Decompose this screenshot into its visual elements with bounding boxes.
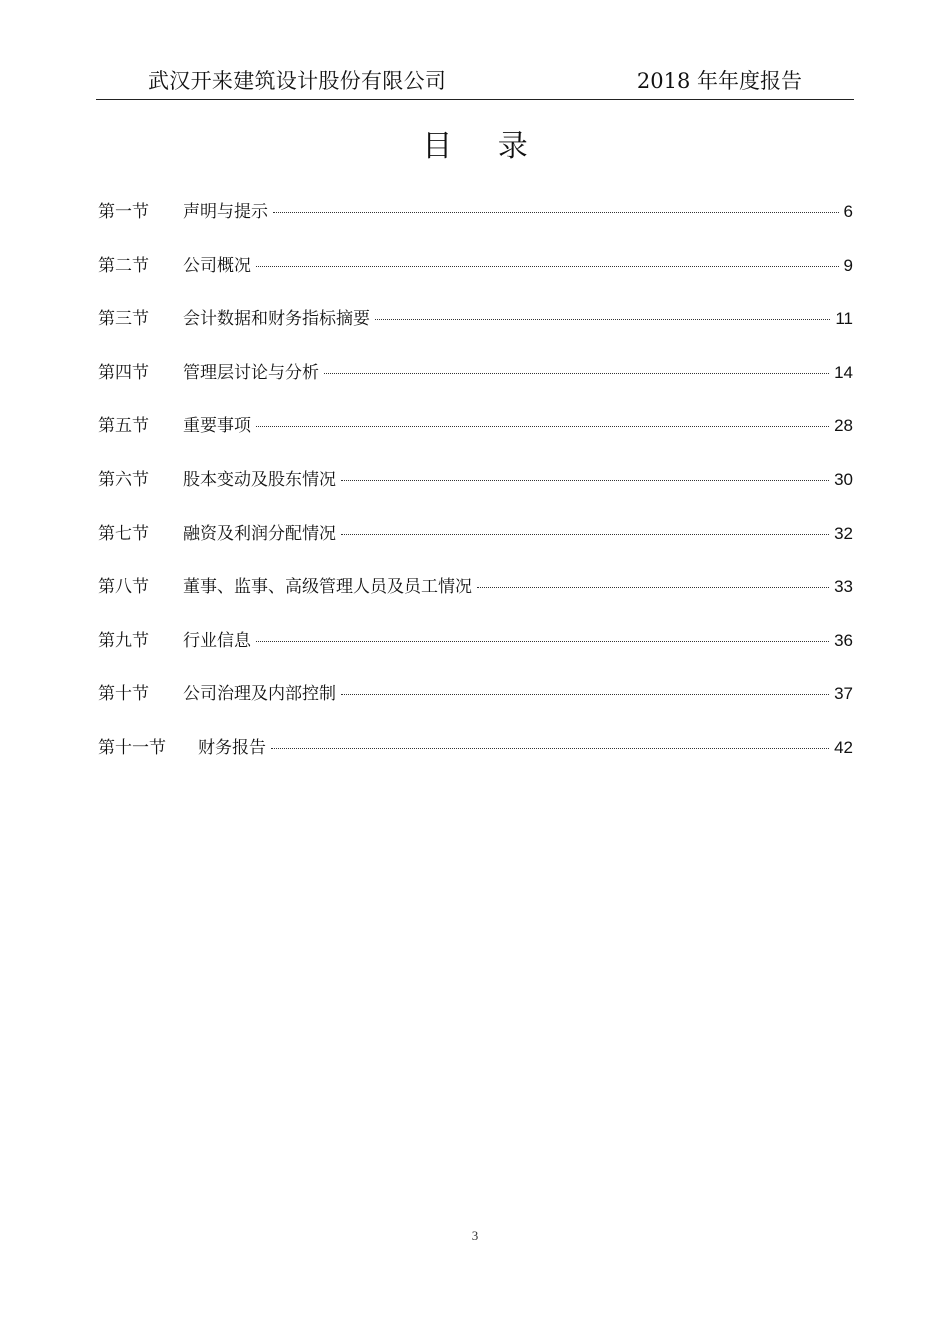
toc-page-number: 9 (843, 255, 853, 275)
toc-page-number: 30 (834, 469, 853, 489)
dot-leader (341, 534, 829, 535)
toc-page-number: 11 (835, 309, 853, 329)
toc-section-name: 公司概况 (183, 255, 251, 276)
toc-section-label: 第三节 (98, 309, 149, 330)
dot-leader (324, 373, 829, 374)
toc-page-number: 14 (834, 362, 853, 382)
toc-section-name: 会计数据和财务指标摘要 (183, 309, 370, 330)
toc-section-name: 声明与提示 (183, 202, 268, 222)
dot-leader (341, 480, 829, 481)
dot-leader (273, 212, 839, 213)
toc-entry-5[interactable] (98, 411, 853, 465)
toc-entry-6[interactable] (98, 465, 853, 519)
toc-page-number: 32 (834, 523, 853, 543)
toc-section-name: 股本变动及股东情况 (183, 469, 336, 490)
toc-entry-3[interactable] (98, 304, 853, 358)
toc-section-name: 公司治理及内部控制 (183, 684, 336, 705)
toc-section-label: 第一节 (98, 202, 149, 222)
toc-entry-9[interactable] (98, 626, 853, 680)
dot-leader (256, 641, 829, 642)
table-of-contents (98, 197, 853, 787)
toc-section-name: 融资及利润分配情况 (183, 523, 336, 544)
dot-leader (271, 748, 829, 749)
toc-section-label: 第五节 (98, 416, 149, 437)
company-name: 武汉开来建筑设计股份有限公司 (148, 69, 447, 93)
toc-section-name: 重要事项 (183, 416, 251, 437)
toc-entry-11[interactable] (98, 733, 853, 787)
toc-entry-4[interactable] (98, 358, 853, 412)
toc-section-label: 第七节 (98, 523, 149, 544)
toc-page-number: 33 (834, 577, 853, 597)
toc-section-label: 第二节 (98, 255, 149, 276)
toc-section-label: 第十一节 (98, 737, 166, 758)
toc-entry-1[interactable] (98, 197, 853, 251)
toc-section-label: 第十节 (98, 684, 149, 705)
dot-leader (341, 694, 829, 695)
toc-title: 目 录 (422, 129, 546, 164)
toc-entry-2[interactable] (98, 251, 853, 305)
dot-leader (375, 319, 830, 320)
toc-entry-8[interactable] (98, 572, 853, 626)
toc-section-label: 第九节 (98, 630, 149, 651)
toc-page-number: 42 (834, 737, 853, 757)
dot-leader (477, 587, 829, 588)
toc-section-name: 财务报告 (198, 737, 266, 758)
toc-entry-7[interactable] (98, 519, 853, 573)
page-number: 3 (471, 1228, 479, 1243)
page-header (96, 66, 854, 100)
toc-page-number: 28 (834, 416, 853, 436)
dot-leader (256, 266, 839, 267)
toc-page-number: 6 (843, 202, 853, 221)
dot-leader (256, 426, 829, 427)
toc-page-number: 37 (834, 684, 853, 704)
toc-section-label: 第四节 (98, 362, 149, 383)
toc-section-label: 第八节 (98, 577, 149, 598)
report-title: 2018 年年度报告 (636, 69, 802, 93)
toc-section-name: 董事、监事、高级管理人员及员工情况 (183, 577, 472, 598)
toc-entry-10[interactable] (98, 679, 853, 733)
toc-section-name: 管理层讨论与分析 (183, 362, 319, 383)
toc-section-label: 第六节 (98, 469, 149, 490)
toc-page-number: 36 (834, 630, 853, 650)
toc-section-name: 行业信息 (183, 630, 251, 651)
